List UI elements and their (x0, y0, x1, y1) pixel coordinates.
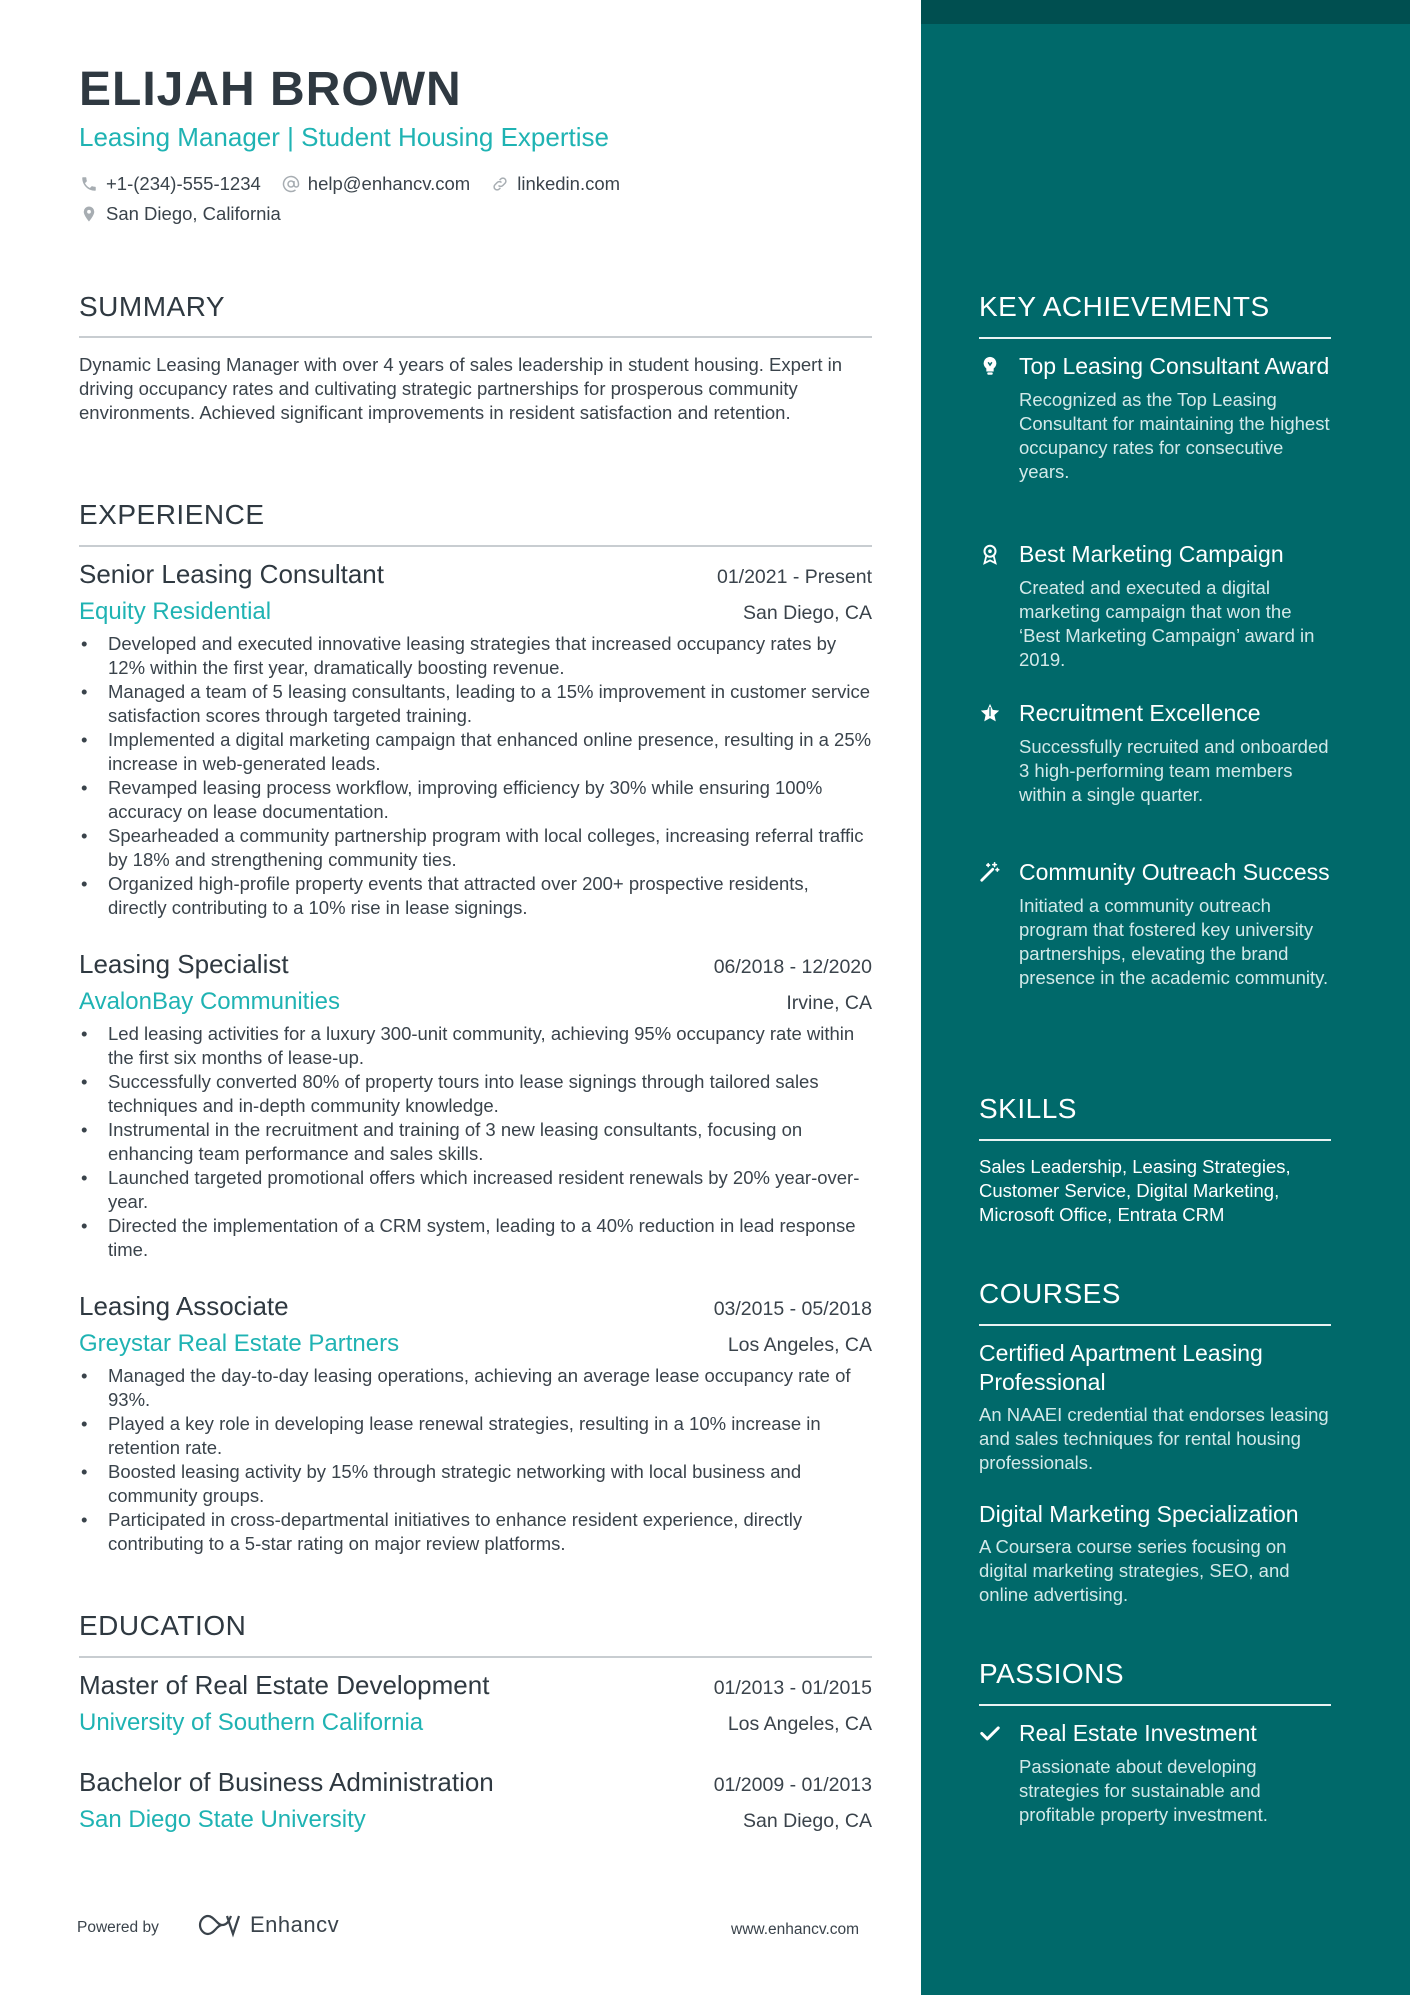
education-dates: 01/2009 - 01/2013 (713, 1774, 872, 1796)
contact-email[interactable] (281, 173, 470, 195)
job-location: Los Angeles, CA (727, 1334, 872, 1356)
job-company[interactable]: Greystar Real Estate Partners (79, 1330, 400, 1357)
job-entry (79, 1291, 872, 1556)
lightbulb-icon (979, 352, 1019, 382)
job-entry (79, 559, 872, 920)
school-name[interactable]: San Diego State University (79, 1806, 366, 1833)
achievement-description: Recognized as the Top Leasing Consultant for maintaining the highest occupancy rates for consecutive years. (1019, 389, 1330, 482)
courses-divider (979, 1324, 1331, 1326)
summary-heading: SUMMARY (79, 291, 226, 322)
passion-title: Real Estate Investment (1019, 1720, 1257, 1746)
education-dates: 01/2013 - 01/2015 (713, 1677, 872, 1699)
job-bullet: • Instrumental in the recruitment and training of 3 new leasing consultants, focusing on enhancing team performance and sales skills. (79, 1118, 872, 1166)
education-location: San Diego, CA (743, 1810, 872, 1832)
job-bullet: • Implemented a digital marketing campaign that enhanced online presence, resulting in a 25% increase in web-generated leads. (79, 728, 872, 776)
candidate-name: ELIJAH BROWN (79, 63, 462, 116)
school-name[interactable]: University of Southern California (79, 1709, 424, 1736)
job-location: San Diego, CA (743, 602, 872, 624)
job-bullets (79, 1022, 872, 1262)
at-sign-icon (281, 174, 301, 194)
achievements-heading: KEY ACHIEVEMENTS (979, 291, 1270, 322)
passion-description: Passionate about developing strategies for sustainable and profitable property investment. (1019, 1756, 1268, 1825)
job-title: Leasing Specialist (79, 949, 289, 979)
location-text: San Diego, California (106, 203, 281, 224)
skills-heading: SKILLS (979, 1093, 1077, 1124)
achievement-item (979, 352, 1331, 484)
enhancv-logo[interactable] (196, 1911, 339, 1939)
enhancv-brand-text: Enhancv (250, 1912, 340, 1937)
job-entry (79, 949, 872, 1262)
skills-divider (979, 1139, 1331, 1141)
achievements-divider (979, 337, 1331, 339)
skills-list: Sales Leadership, Leasing Strategies, Customer Service, Digital Marketing, Microsoft Office, Entrata CRM (979, 1156, 1291, 1225)
job-company[interactable]: AvalonBay Communities (79, 988, 341, 1015)
achievement-item (979, 699, 1331, 807)
link-icon (490, 174, 510, 194)
job-bullet: • Launched targeted promotional offers which increased resident renewals by 20% year-over-year. (79, 1166, 872, 1214)
course-item (979, 1500, 1331, 1607)
course-title: Certified Apartment Leasing Professional (979, 1340, 1263, 1395)
course-description: An NAAEI credential that endorses leasing and sales techniques for rental housing professionals. (979, 1404, 1329, 1473)
contact-row (79, 173, 640, 195)
summary-divider (79, 336, 872, 338)
education-divider (79, 1656, 872, 1658)
location-row (79, 203, 301, 225)
job-title: Senior Leasing Consultant (79, 559, 384, 589)
education-location: Los Angeles, CA (727, 1713, 872, 1735)
education-entry (79, 1767, 872, 1834)
job-bullet: • Participated in cross-departmental initiatives to enhance resident experience, directly contributing to a 5-star rating on major review platforms. (79, 1508, 872, 1556)
achievement-item (979, 858, 1331, 990)
summary-text: Dynamic Leasing Manager with over 4 years of sales leadership in student housing. Expert in driving occupancy rates and cultivating strategic partnerships for prosperous community environments. Achieved significant improvements in resident satisfaction and retention. (79, 354, 843, 423)
job-dates: 06/2018 - 12/2020 (713, 956, 872, 978)
sidebar-top-bar (921, 0, 1410, 24)
achievement-title: Top Leasing Consultant Award (1019, 353, 1330, 379)
experience-divider (79, 545, 872, 547)
award-icon (979, 540, 1019, 570)
job-bullet: • Spearheaded a community partnership program with local colleges, increasing referral traffic by 18% and strengthening community ties. (79, 824, 872, 872)
job-bullet: • Managed a team of 5 leasing consultants, leading to a 15% improvement in customer service satisfaction scores through targeted training. (79, 680, 872, 728)
phone-text: +1-(234)-555-1234 (106, 173, 261, 194)
achievement-title: Recruitment Excellence (1019, 700, 1261, 726)
achievement-item (979, 540, 1331, 672)
achievement-title: Best Marketing Campaign (1019, 541, 1284, 567)
course-item (979, 1339, 1331, 1475)
job-dates: 01/2021 - Present (716, 566, 872, 588)
job-bullet: • Managed the day-to-day leasing operations, achieving an average lease occupancy rate of 93%. (79, 1364, 872, 1412)
degree-title: Bachelor of Business Administration (79, 1767, 494, 1797)
contact-location (79, 203, 281, 225)
achievement-description: Initiated a community outreach program that fostered key university partnerships, elevating the brand presence in the academic community. (1019, 895, 1329, 988)
job-bullet: • Played a key role in developing lease renewal strategies, resulting in a 10% increase in retention rate. (79, 1412, 872, 1460)
job-bullet: • Organized high-profile property events that attracted over 200+ prospective residents, directly contributing to a 10% rise in lease signings. (79, 872, 872, 920)
achievement-title: Community Outreach Success (1019, 859, 1330, 885)
job-bullet: • Led leasing activities for a luxury 300-unit community, achieving 95% occupancy rate within the first six months of lease-up. (79, 1022, 872, 1070)
contact-linkedin[interactable] (490, 173, 620, 195)
footer-url[interactable]: www.enhancv.com (731, 1921, 860, 1938)
candidate-headline: Leasing Manager | Student Housing Expertise (79, 122, 609, 152)
job-bullet: • Developed and executed innovative leasing strategies that increased occupancy rates by 12% within the first year, dramatically boosting revenue. (79, 632, 872, 680)
job-location: Irvine, CA (786, 992, 872, 1014)
magic-wand-icon (979, 858, 1019, 888)
location-pin-icon (79, 204, 99, 224)
education-heading: EDUCATION (79, 1610, 247, 1641)
achievement-description: Created and executed a digital marketing campaign that won the ‘Best Marketing Campaign’ award in 2019. (1019, 577, 1315, 670)
star-icon (979, 699, 1019, 729)
job-bullet: • Revamped leasing process workflow, improving efficiency by 30% while ensuring 100% accuracy on lease documentation. (79, 776, 872, 824)
education-entry (79, 1670, 872, 1737)
contact-phone[interactable] (79, 173, 261, 195)
job-bullet: • Boosted leasing activity by 15% through strategic networking with local business and community groups. (79, 1460, 872, 1508)
courses-heading: COURSES (979, 1278, 1121, 1309)
course-title: Digital Marketing Specialization (979, 1501, 1299, 1527)
job-bullets (79, 632, 872, 920)
powered-by-label: Powered by (77, 1919, 159, 1936)
linkedin-text: linkedin.com (517, 173, 621, 194)
job-bullets (79, 1364, 872, 1556)
checkmark-icon (979, 1719, 1019, 1749)
passions-heading: PASSIONS (979, 1658, 1125, 1689)
course-description: A Coursera course series focusing on digital marketing strategies, SEO, and online advertising. (979, 1536, 1290, 1605)
job-bullet: • Directed the implementation of a CRM system, leading to a 40% reduction in lead response time. (79, 1214, 872, 1262)
passions-divider (979, 1704, 1331, 1706)
enhancv-logo-icon (196, 1911, 242, 1939)
degree-title: Master of Real Estate Development (79, 1670, 490, 1700)
job-dates: 03/2015 - 05/2018 (713, 1298, 872, 1320)
job-bullet: • Successfully converted 80% of property tours into lease signings through tailored sales techniques and in-depth community knowledge. (79, 1070, 872, 1118)
phone-icon (79, 174, 99, 194)
achievement-description: Successfully recruited and onboarded 3 high-performing team members within a single quarter. (1019, 736, 1329, 805)
passion-item (979, 1719, 1331, 1827)
experience-heading: EXPERIENCE (79, 499, 265, 530)
job-title: Leasing Associate (79, 1291, 289, 1321)
email-text: help@enhancv.com (307, 173, 471, 194)
job-company[interactable]: Equity Residential (79, 598, 272, 625)
